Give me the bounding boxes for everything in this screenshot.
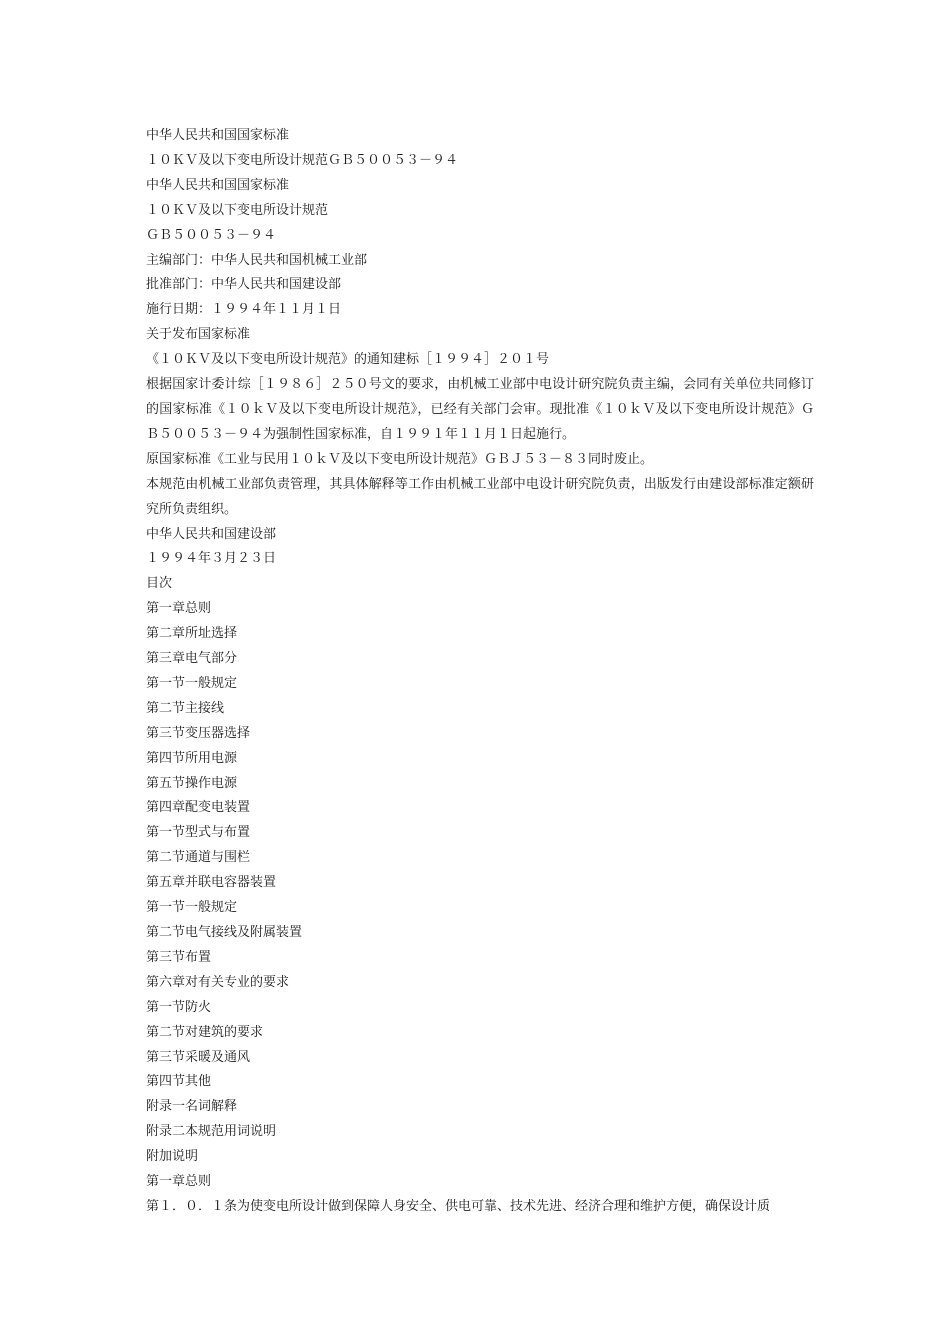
toc-item: 第四节其他 (146, 1074, 212, 1090)
toc-item: 第三节布置 (146, 949, 212, 965)
toc-item: 第三节采暖及通风 (146, 1049, 251, 1065)
effective-date: 施行日期：１９９４年１１月１日 (146, 302, 342, 318)
standard-category: 中华人民共和国国家标准 (146, 128, 290, 143)
header-block (146, 124, 814, 373)
notice-heading: 关于发布国家标准 (146, 327, 251, 343)
toc-item: 第三节变压器选择 (146, 725, 251, 741)
notice-paragraph: 根据国家计委计综［１９８６］２５０号文的要求，由机械工业部中电设计研究院负责主编，会同有关单位共同修订的国家标准《１０ｋＶ及以下变电所设计规范》，已经有关部门会审。现批准《１０ｋＶ及以下变电所设计规范》ＧＢ５００５３－９４为强制性国家标准，自１９９１年１１月１日起施行。 (146, 377, 814, 442)
toc-item: 附录二本规范用词说明 (146, 1124, 277, 1140)
toc-title: 目次 (146, 576, 173, 592)
standard-category-repeat: 中华人民共和国国家标准 (146, 177, 290, 193)
toc-item: 第一节防火 (146, 999, 212, 1015)
toc-item: 第五章并联电容器装置 (146, 875, 277, 891)
toc-item: 第二节通道与围栏 (146, 850, 251, 866)
toc-item: 第一节一般规定 (146, 900, 238, 916)
toc-item: 第一节一般规定 (146, 675, 238, 691)
document-page (146, 124, 814, 1220)
toc-item: 第一章总则 (146, 601, 212, 617)
toc-item: 第二节电气接线及附属装置 (146, 925, 303, 940)
approving-department: 批准部门：中华人民共和国建设部 (146, 277, 342, 293)
notice-body (146, 373, 814, 522)
toc-item: 第四章配变电装置 (146, 800, 251, 816)
standard-code: ＧＢ５００５３－９４ (146, 227, 277, 243)
toc-item: 第二章所址选择 (146, 626, 238, 642)
notice-title: 《１０ＫＶ及以下变电所设计规范》的通知建标［１９９４］２０１号 (146, 352, 550, 368)
toc-item: 附录一名词解释 (146, 1099, 238, 1115)
article-text: 第１．０．１条为使变电所设计做到保障人身安全、供电可靠、技术先进、经济合理和维护方便，确保设计质 (146, 1198, 771, 1214)
issue-date: １９９４年３月２３日 (146, 551, 277, 567)
chapter-title: 第一章总则 (146, 1174, 212, 1190)
toc-item: 第二节主接线 (146, 700, 225, 716)
toc-item: 附加说明 (146, 1149, 199, 1165)
standard-title: １０ＫＶ及以下变电所设计规范 (146, 202, 329, 218)
toc-item: 第三章电气部分 (146, 651, 238, 667)
issuer: 中华人民共和国建设部 (146, 526, 277, 542)
toc-item: 第一节型式与布置 (146, 825, 251, 841)
toc-item: 第四节所用电源 (146, 750, 238, 766)
table-of-contents (146, 597, 814, 1170)
standard-title-with-code: １０ＫＶ及以下变电所设计规范ＧＢ５００５３－９４ (146, 152, 459, 168)
toc-item: 第五节操作电源 (146, 775, 238, 791)
notice-paragraph: 本规范由机械工业部负责管理，其具体解释等工作由机械工业部中电设计研究院负责，出版发行由建设部标准定额研究所负责组织。 (146, 476, 814, 517)
toc-item: 第六章对有关专业的要求 (146, 974, 290, 990)
notice-paragraph: 原国家标准《工业与民用１０ｋＶ及以下变电所设计规范》ＧＢＪ５３－８３同时废止。 (146, 451, 654, 467)
toc-item: 第二节对建筑的要求 (146, 1024, 264, 1040)
editing-department: 主编部门：中华人民共和国机械工业部 (146, 252, 368, 268)
